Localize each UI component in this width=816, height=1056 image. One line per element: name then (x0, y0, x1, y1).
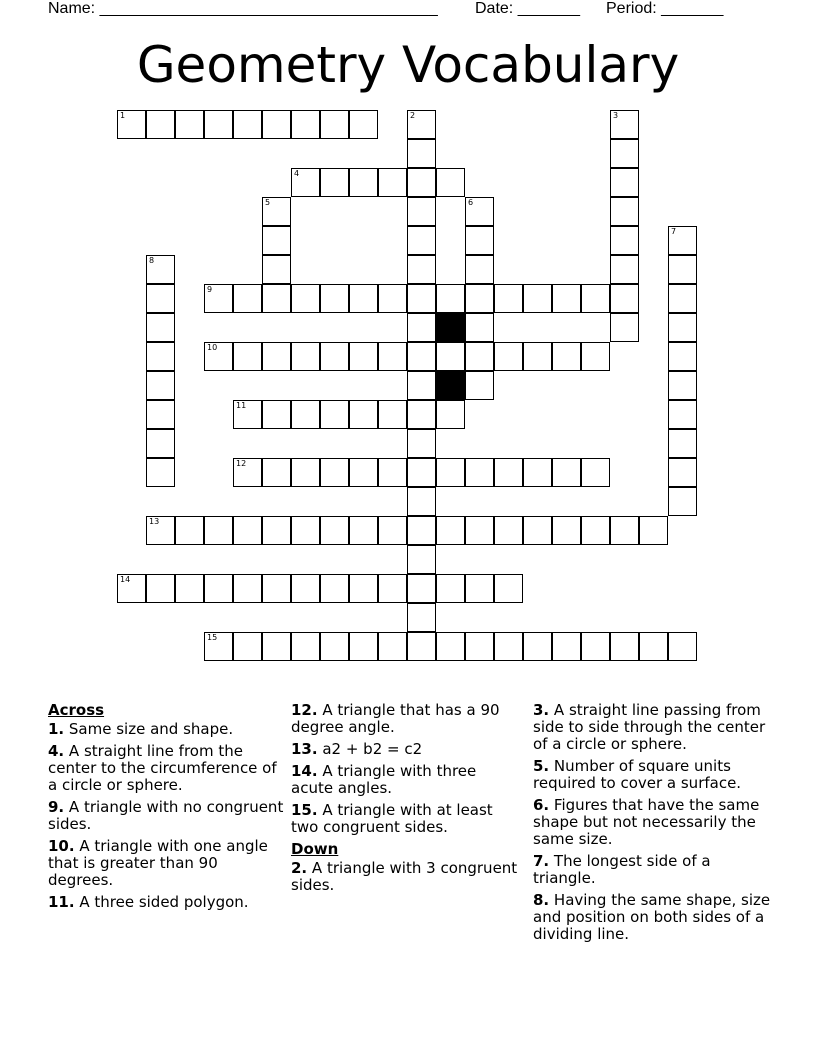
date-field-label: Date: _______ (475, 0, 580, 17)
grid-cell[interactable] (146, 371, 175, 400)
grid-cell[interactable] (610, 516, 639, 545)
grid-cell[interactable] (233, 516, 262, 545)
clue-item-text: A triangle with one angle that is greater than 90 degrees. (48, 837, 268, 889)
grid-cell[interactable] (465, 313, 494, 342)
grid-cell[interactable] (291, 168, 320, 197)
grid-cell[interactable] (407, 284, 436, 313)
grid-cell[interactable] (494, 342, 523, 371)
grid-cell[interactable] (320, 400, 349, 429)
grid-cell[interactable] (610, 226, 639, 255)
shaded-cell (436, 313, 465, 342)
grid-cell[interactable] (639, 632, 668, 661)
grid-cell[interactable] (262, 110, 291, 139)
clue-item-text: A triangle that has a 90 degree angle. (291, 701, 500, 736)
grid-cell[interactable] (204, 574, 233, 603)
grid-cell[interactable] (436, 632, 465, 661)
grid-cell[interactable] (436, 400, 465, 429)
grid-cell[interactable] (146, 429, 175, 458)
grid-cell[interactable] (262, 632, 291, 661)
grid-cell[interactable] (610, 197, 639, 226)
grid-cell[interactable] (668, 342, 697, 371)
grid-cell[interactable] (668, 313, 697, 342)
clue-item-number: 11. (48, 893, 75, 911)
grid-cell[interactable] (320, 342, 349, 371)
grid-cell[interactable] (262, 400, 291, 429)
clue-number: 2 (410, 111, 416, 120)
grid-cell[interactable] (262, 516, 291, 545)
grid-cell[interactable] (668, 284, 697, 313)
grid-cell[interactable] (146, 342, 175, 371)
page-title: Geometry Vocabulary (136, 36, 680, 94)
clue-item (533, 758, 773, 792)
clue-number: 8 (149, 256, 155, 265)
clue-item-text: a2 + b2 = c2 (317, 740, 423, 758)
grid-cell[interactable] (581, 458, 610, 487)
clue-item (291, 802, 521, 836)
clue-number: 14 (120, 575, 131, 584)
grid-cell[interactable] (436, 574, 465, 603)
grid-cell[interactable] (465, 197, 494, 226)
grid-cell[interactable] (407, 371, 436, 400)
grid-cell[interactable] (262, 284, 291, 313)
grid-cell[interactable] (262, 197, 291, 226)
grid-cell[interactable] (581, 284, 610, 313)
grid-cell[interactable] (465, 516, 494, 545)
grid-cell[interactable] (204, 342, 233, 371)
grid-cell[interactable] (407, 632, 436, 661)
grid-cell[interactable] (610, 284, 639, 313)
clue-number: 12 (236, 459, 247, 468)
grid-cell[interactable] (465, 371, 494, 400)
grid-cell[interactable] (291, 342, 320, 371)
clue-item (533, 853, 773, 887)
grid-cell[interactable] (523, 284, 552, 313)
grid-cell[interactable] (523, 516, 552, 545)
grid-cell[interactable] (668, 255, 697, 284)
grid-cell[interactable] (291, 284, 320, 313)
clue-item-number: 15. (291, 801, 318, 819)
clue-column-1 (48, 702, 284, 916)
grid-cell[interactable] (465, 632, 494, 661)
clue-item-text: Figures that have the same shape but not necessarily the same size. (533, 796, 760, 848)
clue-item-text: A three sided polygon. (74, 893, 249, 911)
grid-cell[interactable] (668, 632, 697, 661)
grid-cell[interactable] (146, 574, 175, 603)
grid-cell[interactable] (668, 487, 697, 516)
grid-cell[interactable] (465, 574, 494, 603)
grid-cell[interactable] (378, 168, 407, 197)
clue-number: 10 (207, 343, 218, 352)
clue-item (533, 797, 773, 848)
grid-cell[interactable] (262, 226, 291, 255)
clue-item-text: A triangle with 3 congruent sides. (291, 859, 518, 894)
grid-cell[interactable] (146, 400, 175, 429)
clue-item (291, 763, 521, 797)
clue-item-number: 7. (533, 852, 550, 870)
clue-item (291, 860, 521, 894)
clue-item-number: 1. (48, 720, 65, 738)
shaded-cell (436, 371, 465, 400)
grid-cell[interactable] (465, 458, 494, 487)
grid-cell[interactable] (494, 284, 523, 313)
grid-cell[interactable] (349, 400, 378, 429)
grid-cell[interactable] (378, 342, 407, 371)
grid-cell[interactable] (407, 574, 436, 603)
clue-column-2 (291, 702, 521, 899)
grid-cell[interactable] (552, 342, 581, 371)
grid-cell[interactable] (523, 632, 552, 661)
grid-cell[interactable] (320, 632, 349, 661)
grid-cell[interactable] (523, 458, 552, 487)
grid-cell[interactable] (320, 516, 349, 545)
clue-item-text: A triangle with no congruent sides. (48, 798, 284, 833)
clue-item (48, 838, 284, 889)
grid-cell[interactable] (407, 545, 436, 574)
grid-cell[interactable] (407, 139, 436, 168)
grid-cell[interactable] (581, 516, 610, 545)
grid-cell[interactable] (262, 574, 291, 603)
grid-cell[interactable] (349, 632, 378, 661)
grid-cell[interactable] (436, 168, 465, 197)
grid-cell[interactable] (349, 342, 378, 371)
grid-cell[interactable] (581, 342, 610, 371)
clue-number: 1 (120, 111, 126, 120)
grid-cell[interactable] (610, 313, 639, 342)
grid-cell[interactable] (407, 197, 436, 226)
grid-cell[interactable] (552, 516, 581, 545)
grid-cell[interactable] (610, 255, 639, 284)
grid-cell[interactable] (204, 632, 233, 661)
clue-item-text: A triangle with at least two congruent sides. (291, 801, 493, 836)
clue-item (48, 743, 284, 794)
grid-cell[interactable] (349, 516, 378, 545)
clue-number: 13 (149, 517, 160, 526)
clue-list (0, 702, 816, 1042)
grid-cell[interactable] (291, 400, 320, 429)
grid-cell[interactable] (117, 574, 146, 603)
grid-cell[interactable] (204, 110, 233, 139)
clue-item-text: The longest side of a triangle. (533, 852, 711, 887)
grid-cell[interactable] (610, 110, 639, 139)
grid-cell[interactable] (639, 516, 668, 545)
clue-item-text: A straight line passing from side to side through the center of a circle or sphere. (533, 701, 766, 753)
grid-cell[interactable] (146, 255, 175, 284)
clue-item-number: 2. (291, 859, 308, 877)
grid-cell[interactable] (407, 487, 436, 516)
grid-cell[interactable] (146, 458, 175, 487)
grid-cell[interactable] (552, 458, 581, 487)
grid-cell[interactable] (233, 284, 262, 313)
grid-cell[interactable] (494, 632, 523, 661)
clue-column-3 (533, 702, 773, 948)
grid-cell[interactable] (233, 574, 262, 603)
clue-number: 4 (294, 169, 300, 178)
grid-cell[interactable] (146, 284, 175, 313)
grid-cell[interactable] (204, 516, 233, 545)
grid-cell[interactable] (175, 574, 204, 603)
grid-cell[interactable] (291, 574, 320, 603)
grid-cell[interactable] (523, 342, 552, 371)
clue-item-number: 8. (533, 891, 550, 909)
grid-cell[interactable] (262, 342, 291, 371)
clue-item (533, 702, 773, 753)
clue-number: 15 (207, 633, 218, 642)
clue-number: 3 (613, 111, 619, 120)
grid-cell[interactable] (407, 429, 436, 458)
grid-cell[interactable] (320, 168, 349, 197)
grid-cell[interactable] (436, 342, 465, 371)
grid-cell[interactable] (378, 284, 407, 313)
across-heading: Across (48, 701, 105, 719)
clue-item-number: 13. (291, 740, 318, 758)
grid-cell[interactable] (494, 458, 523, 487)
grid-cell[interactable] (465, 284, 494, 313)
grid-cell[interactable] (668, 458, 697, 487)
grid-cell[interactable] (320, 110, 349, 139)
clue-item-text: A triangle with three acute angles. (291, 762, 477, 797)
grid-cell[interactable] (117, 110, 146, 139)
grid-cell[interactable] (378, 516, 407, 545)
grid-cell[interactable] (407, 400, 436, 429)
clue-number: 5 (265, 198, 271, 207)
grid-cell[interactable] (407, 516, 436, 545)
grid-cell[interactable] (175, 110, 204, 139)
grid-cell[interactable] (407, 168, 436, 197)
grid-cell[interactable] (668, 400, 697, 429)
grid-cell[interactable] (407, 110, 436, 139)
grid-cell[interactable] (465, 255, 494, 284)
grid-cell[interactable] (494, 516, 523, 545)
clue-number: 7 (671, 227, 677, 236)
grid-cell[interactable] (407, 313, 436, 342)
clue-number: 6 (468, 198, 474, 207)
grid-cell[interactable] (320, 458, 349, 487)
grid-cell[interactable] (349, 458, 378, 487)
grid-cell[interactable] (407, 255, 436, 284)
grid-cell[interactable] (233, 110, 262, 139)
grid-cell[interactable] (378, 458, 407, 487)
grid-cell[interactable] (610, 632, 639, 661)
clue-item-number: 4. (48, 742, 65, 760)
clue-item-text: Number of square units required to cover a surface. (533, 757, 742, 792)
grid-cell[interactable] (407, 226, 436, 255)
clue-item (291, 741, 521, 758)
student-info-header (48, 0, 768, 24)
grid-cell[interactable] (407, 603, 436, 632)
clue-item-number: 3. (533, 701, 550, 719)
clue-item (533, 892, 773, 943)
grid-cell[interactable] (349, 284, 378, 313)
grid-cell[interactable] (204, 284, 233, 313)
grid-cell[interactable] (291, 516, 320, 545)
clue-number: 9 (207, 285, 213, 294)
grid-cell[interactable] (233, 458, 262, 487)
grid-cell[interactable] (668, 429, 697, 458)
clue-item-number: 9. (48, 798, 65, 816)
grid-cell[interactable] (349, 574, 378, 603)
grid-cell[interactable] (291, 632, 320, 661)
grid-cell[interactable] (610, 139, 639, 168)
clue-item-number: 14. (291, 762, 318, 780)
clue-item-text: A straight line from the center to the circumference of a circle or sphere. (48, 742, 277, 794)
clue-item-number: 12. (291, 701, 318, 719)
grid-cell[interactable] (378, 400, 407, 429)
clue-number: 11 (236, 401, 247, 410)
down-heading: Down (291, 840, 339, 858)
grid-cell[interactable] (552, 632, 581, 661)
grid-cell[interactable] (552, 284, 581, 313)
clue-item (291, 702, 521, 736)
grid-cell[interactable] (262, 255, 291, 284)
grid-cell[interactable] (378, 632, 407, 661)
clue-item-text: Having the same shape, size and position on both sides of a dividing line. (533, 891, 771, 943)
clue-item (48, 721, 284, 738)
grid-cell[interactable] (349, 110, 378, 139)
grid-cell[interactable] (146, 516, 175, 545)
grid-cell[interactable] (668, 371, 697, 400)
grid-cell[interactable] (146, 110, 175, 139)
clue-item-number: 6. (533, 796, 550, 814)
grid-cell[interactable] (581, 632, 610, 661)
grid-cell[interactable] (378, 574, 407, 603)
grid-cell[interactable] (233, 400, 262, 429)
clue-item-number: 10. (48, 837, 75, 855)
clue-item (48, 799, 284, 833)
grid-cell[interactable] (610, 168, 639, 197)
grid-cell[interactable] (436, 516, 465, 545)
grid-cell[interactable] (146, 313, 175, 342)
grid-cell[interactable] (175, 516, 204, 545)
grid-cell[interactable] (407, 342, 436, 371)
clue-item-text: Same size and shape. (64, 720, 234, 738)
name-field-label: Name: ______________________________________ (48, 0, 438, 17)
clue-item-number: 5. (533, 757, 550, 775)
grid-cell[interactable] (291, 458, 320, 487)
grid-cell[interactable] (436, 284, 465, 313)
grid-cell[interactable] (407, 458, 436, 487)
grid-cell[interactable] (494, 574, 523, 603)
period-field-label: Period: _______ (606, 0, 724, 17)
grid-cell[interactable] (233, 632, 262, 661)
grid-cell[interactable] (668, 226, 697, 255)
grid-cell[interactable] (291, 110, 320, 139)
grid-cell[interactable] (465, 342, 494, 371)
grid-cell[interactable] (320, 574, 349, 603)
grid-cell[interactable] (436, 458, 465, 487)
grid-cell[interactable] (349, 168, 378, 197)
grid-cell[interactable] (233, 342, 262, 371)
clue-item (48, 894, 284, 911)
grid-cell[interactable] (320, 284, 349, 313)
grid-cell[interactable] (262, 458, 291, 487)
grid-cell[interactable] (465, 226, 494, 255)
